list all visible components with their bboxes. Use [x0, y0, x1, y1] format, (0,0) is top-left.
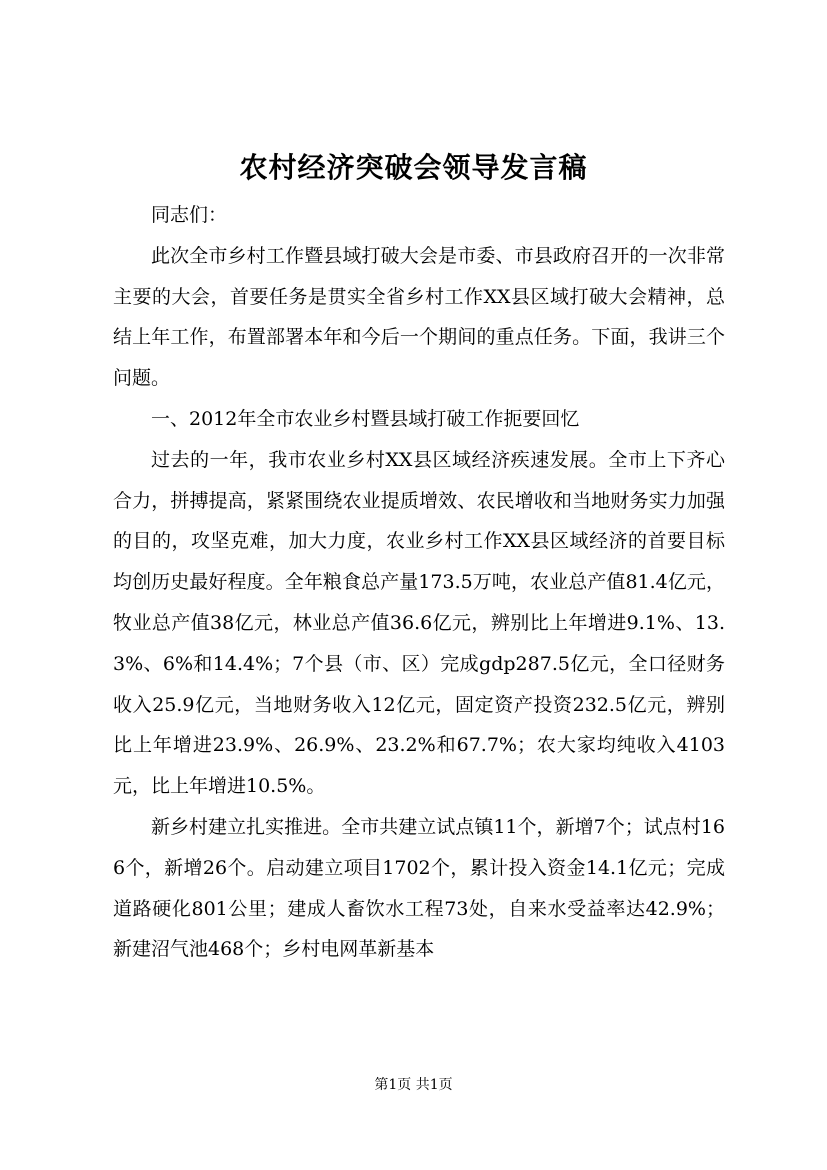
new-village-paragraph: 新乡村建立扎实推进。全市共建立试点镇11个，新增7个；试点村166个，新增26个。启动建立项目1702个，累计投入资金14.1亿元；完成道路硬化801公里；建成人畜饮水工程73处，自来水受益率达42.9%；新建沼气池468个；乡村电网革新基本: [113, 815, 725, 961]
salutation-paragraph: 同志们：: [151, 204, 228, 226]
document-title: 农村经济突破会领导发言稿: [239, 151, 588, 184]
review-paragraph: 过去的一年，我市农业乡村XX县区域经济疾速发展。全市上下齐心合力，拼搏提高，紧紧围绕农业提质增效、农民增收和当地财务实力加强的目的，攻坚克难，加大力度，农业乡村工作XX县区域经济的首要目标均创历史最好程度。全年粮食总产量173.5万吨，农业总产值81.4亿元，牧业总产值38亿元，林业总产值36.6亿元，辨别比上年增进9.1%、13.3%、6%和14.4%；7个县（市、区）完成gdp287.5亿元，全口径财务收入25.9亿元，当地财务收入12亿元，固定资产投资232.5亿元，辨别比上年增进23.9%、26.9%、23.2%和67.7%；农大家均纯收入4103元，比上年增进10.5%。: [113, 448, 725, 798]
section-heading: 一、2012年全市农业乡村暨县域打破工作扼要回忆: [151, 407, 580, 430]
intro-paragraph: 此次全市乡村工作暨县域打破大会是市委、市县政府召开的一次非常主要的大会，首要任务是贯实全省乡村工作XX县区域打破大会精神，总结上年工作，布置部署本年和今后一个期间的重点任务。下面，我讲三个问题。: [113, 244, 725, 390]
document-body: [113, 195, 725, 970]
page-footer: 第1页 共1页: [374, 1077, 453, 1093]
